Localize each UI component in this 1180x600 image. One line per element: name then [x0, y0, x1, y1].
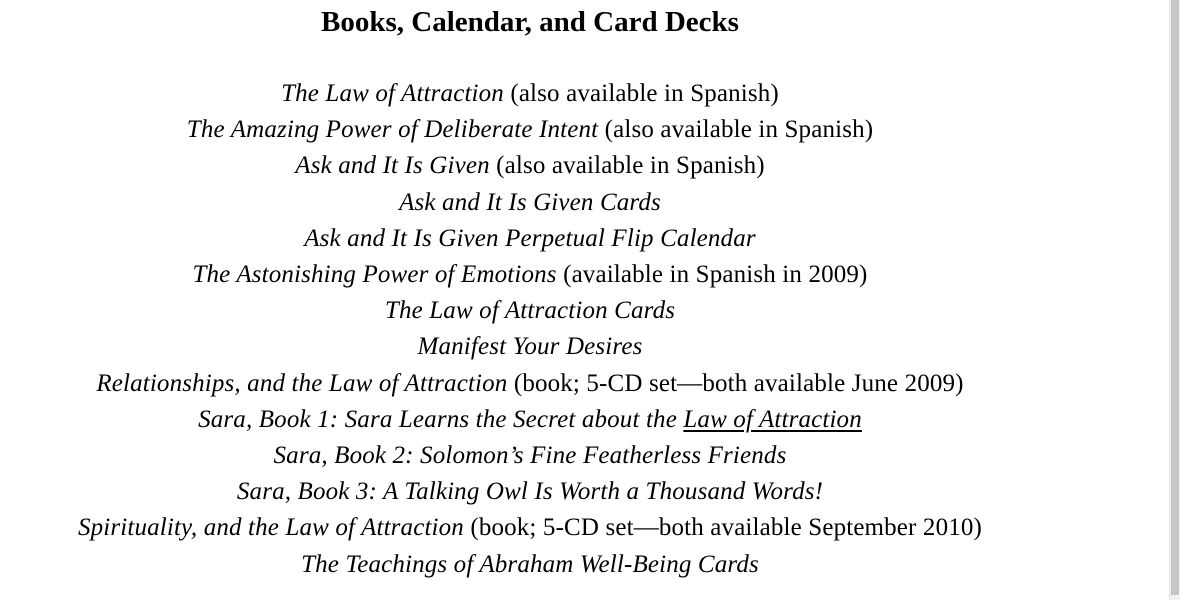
- list-item: [0, 510, 1060, 546]
- list-item: [0, 148, 1060, 184]
- item-title: Spirituality, and the Law of Attraction: [77, 514, 464, 542]
- vertical-scrollbar[interactable]: [1169, 0, 1180, 600]
- item-note: (book; 5-CD set—both available June 2009): [507, 369, 964, 397]
- item-title: Ask and It Is Given: [295, 152, 490, 180]
- list-item: [0, 402, 1060, 438]
- item-note: (also available in Spanish): [489, 152, 765, 180]
- item-title: The Astonishing Power of Emotions: [192, 261, 557, 289]
- item-note: (also available in Spanish): [598, 116, 874, 144]
- list-item: [0, 257, 1060, 293]
- list-item: [0, 438, 1060, 474]
- item-note: (available in Spanish in 2009): [556, 261, 868, 289]
- book-list: [0, 76, 1060, 583]
- item-title: The Teachings of Abraham Well-Being Cards: [301, 550, 759, 578]
- item-title: Sara, Book 3: A Talking Owl Is Worth a Thousand Words!: [236, 478, 824, 506]
- item-title: The Amazing Power of Deliberate Intent: [186, 116, 599, 144]
- item-note: (also available in Spanish): [503, 80, 779, 107]
- list-item: [0, 112, 1060, 148]
- item-title: Manifest Your Desires: [417, 333, 643, 361]
- list-item: [0, 221, 1060, 257]
- page-heading: Books, Calendar, and Card Decks: [321, 6, 739, 38]
- list-item: [0, 547, 1060, 583]
- list-item: [0, 474, 1060, 510]
- item-title-text: Sara, Book 1: Sara Learns the Secret about the: [198, 405, 684, 433]
- item-title: The Law of Attraction: [281, 80, 504, 107]
- list-item: [0, 293, 1060, 329]
- law-of-attraction-link[interactable]: Law of Attraction: [683, 405, 862, 433]
- item-title: The Law of Attraction Cards: [384, 297, 676, 325]
- list-item: [0, 185, 1060, 221]
- scrollbar-thumb[interactable]: [1171, 0, 1179, 595]
- list-item: [0, 329, 1060, 365]
- list-item: [0, 366, 1060, 402]
- item-title: [198, 406, 862, 433]
- item-title: Sara, Book 2: Solomon’s Fine Featherless Friends: [273, 442, 787, 470]
- item-note: (book; 5-CD set—both available September 2010): [463, 514, 983, 542]
- item-title: Ask and It Is Given Perpetual Flip Calendar: [304, 224, 756, 252]
- list-item: [0, 76, 1060, 112]
- item-title: Ask and It Is Given Cards: [399, 188, 661, 216]
- item-title: Relationships, and the Law of Attraction: [96, 369, 508, 397]
